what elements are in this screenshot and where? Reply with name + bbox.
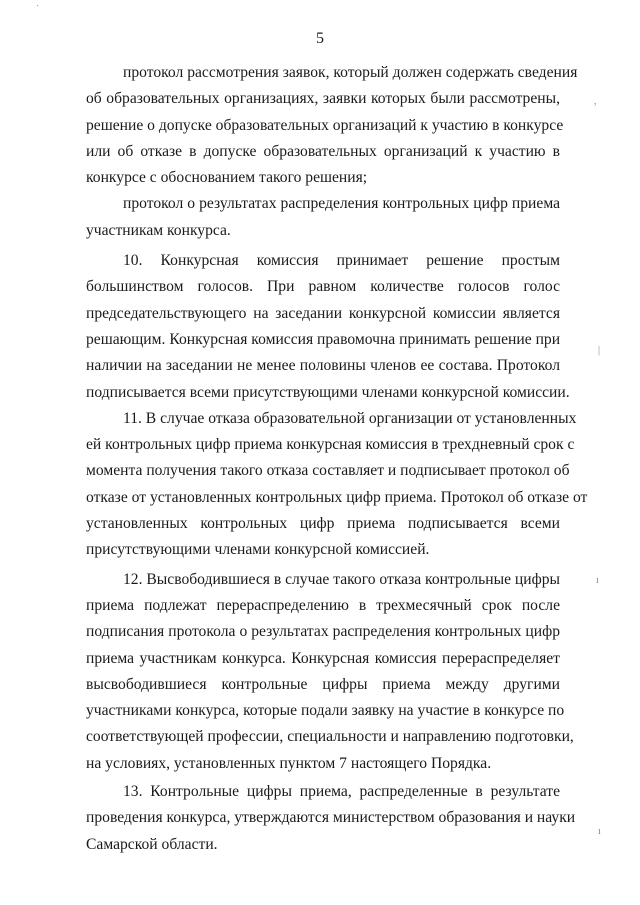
text-line: наличии на заседании не менее половины членов ее состава. Протокол (86, 357, 560, 375)
text-line: участниками конкурса, которые подали заявку на участие в конкурсе по (86, 702, 565, 720)
text-line: председательствующего на заседании конкурсной комиссии является (86, 304, 560, 322)
text-line: отказе от установленных контрольных цифр приема. Протокол об отказе от (86, 488, 588, 506)
paragraph (86, 406, 588, 564)
text-line: протокол о результатах распределения контрольных цифр приема (123, 195, 560, 213)
page-number: 5 (316, 30, 324, 47)
text-line: приема участникам конкурса. Конкурсная комиссия перераспределяет (86, 649, 560, 667)
text-line: 11. В случае отказа образовательной организации от установленных (123, 409, 577, 427)
text-line: Самарской области. (86, 835, 218, 853)
text-line: об образовательных организациях, заявки которых были рассмотрены, (86, 90, 560, 108)
scan-artifact: , (594, 96, 597, 107)
text-line: момента получения такого отказа составляет и подписывает протокол об (86, 462, 570, 480)
text-line: или об отказе в допуске образовательных организаций к участию в (86, 142, 560, 160)
text-line: присутствующими членами конкурсной комиссией. (86, 541, 430, 559)
text-line: на условиях, установленных пунктом 7 настоящего Порядка. (86, 754, 492, 772)
text-line: приема подлежат перераспределению в трехмесячный срок после (86, 596, 560, 614)
text-line: 10. Конкурсная комиссия принимает решение простым (123, 252, 560, 270)
scan-artifact: ı (598, 826, 601, 837)
text-line: ей контрольных цифр приема конкурсная комиссия в трехдневный срок с (86, 436, 575, 454)
text-line: соответствующей профессии, специальности и направлению подготовки, (86, 728, 574, 746)
text-line: конкурсе с обоснованием такого решения; (86, 169, 368, 187)
text-line: установленных контрольных цифр приема подписывается всеми (86, 515, 560, 533)
text-line: решающим. Конкурсная комиссия правомочна принимать решение при (86, 330, 561, 348)
text-line: проведения конкурса, утверждаются министерством образования и науки (86, 809, 576, 827)
text-line: подписывается всеми присутствующими членами конкурсной комиссии. (86, 383, 570, 401)
paragraph (86, 779, 576, 858)
text-line: 13. Контрольные цифры приема, распределенные в результате (123, 783, 560, 801)
text-line: высвободившиеся контрольные цифры приема между другими (86, 675, 560, 693)
paragraph (86, 248, 570, 406)
paragraph (86, 567, 574, 777)
text-line: протокол рассмотрения заявок, который должен содержать сведения (123, 64, 578, 81)
document-body (86, 60, 588, 858)
paragraph (86, 191, 560, 244)
text-line: большинством голосов. При равном количестве голосов голос (86, 278, 560, 296)
scan-artifact: | (598, 345, 601, 356)
paragraph (86, 60, 578, 191)
text-line: участникам конкурса. (86, 221, 231, 239)
scan-artifact: ˙ (36, 4, 40, 15)
text-line: подписания протокола о результатах распределения контрольных цифр (86, 623, 560, 641)
scan-artifact: ı (596, 575, 599, 586)
text-line: 12. Высвободившиеся в случае такого отказа контрольные цифры (123, 570, 560, 588)
text-line: решение о допуске образовательных организаций к участию в конкурсе (86, 116, 564, 134)
